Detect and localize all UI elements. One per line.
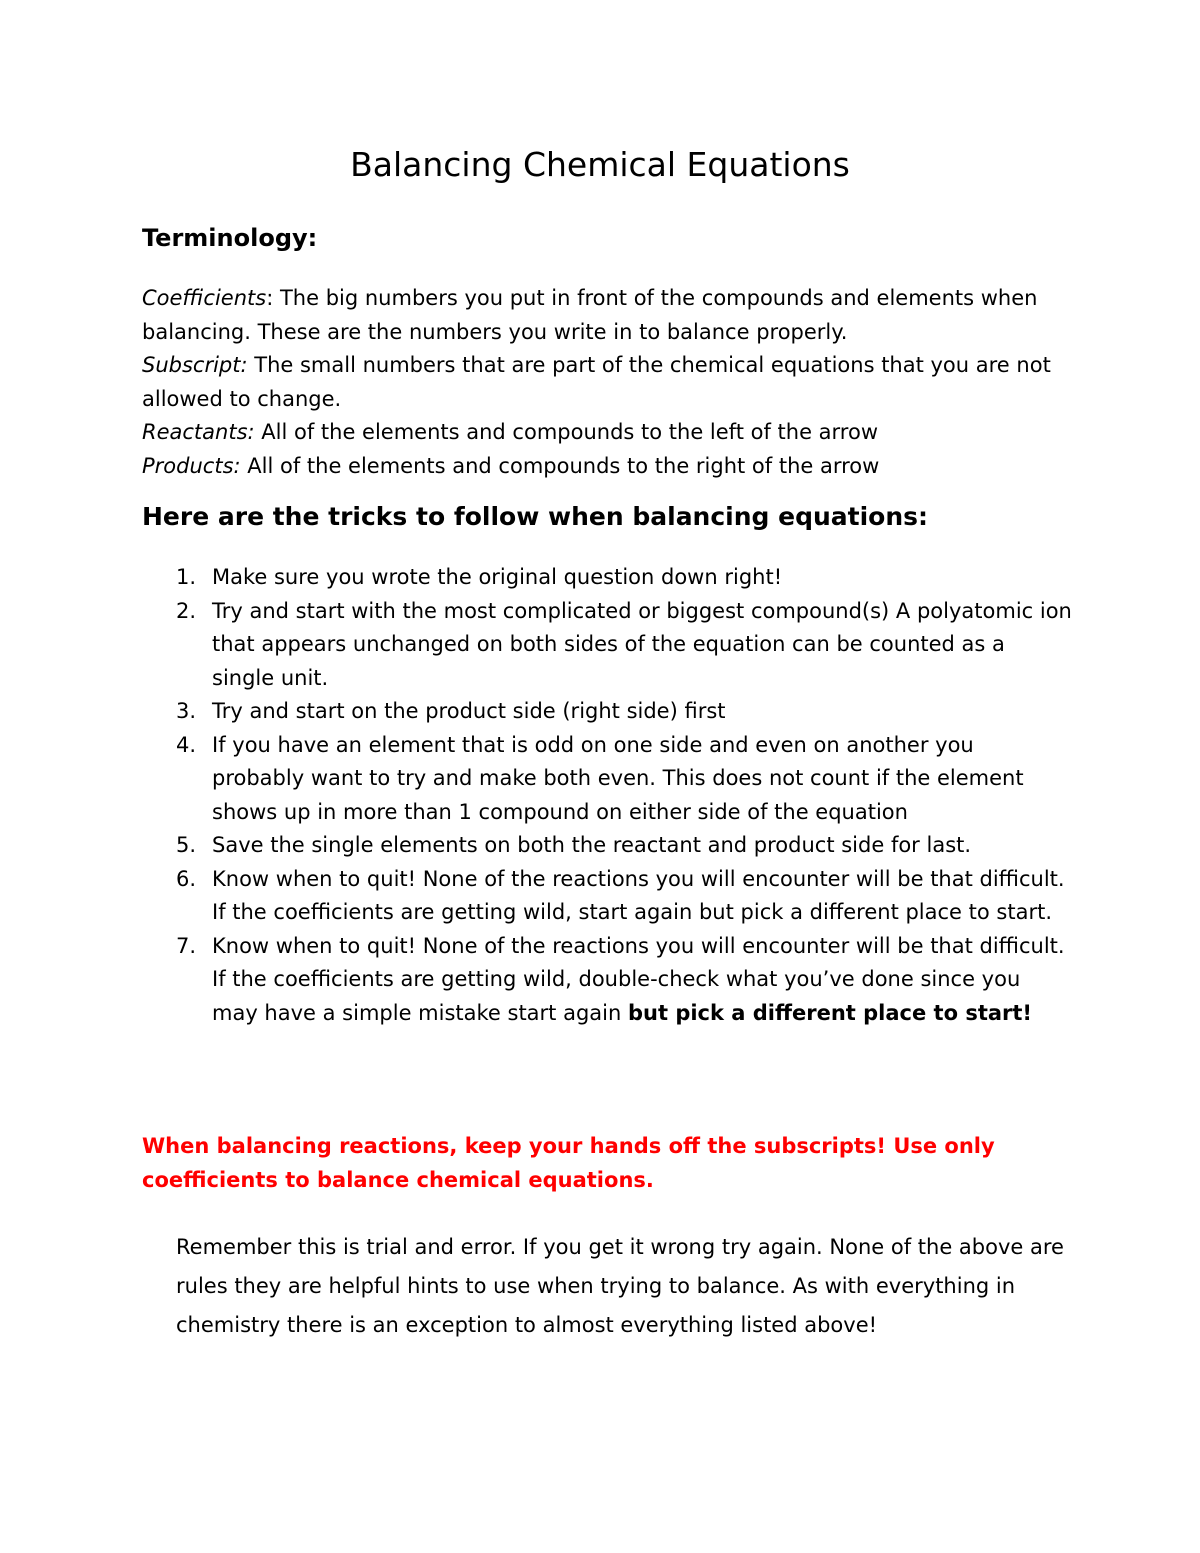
- term-products: [142, 450, 1072, 484]
- tricks-list: [142, 561, 1072, 1030]
- item-number: 6.: [176, 866, 197, 891]
- item-number: 7.: [176, 933, 197, 958]
- item-text: If you have an element that is odd on one side and even on another you probably want to try and make both even. This does not count if the element shows up in more than 1 compound on either side of the equation: [212, 732, 1024, 824]
- term-definition: All of the elements and compounds to the right of the arrow: [240, 453, 880, 478]
- term-label: Subscript:: [142, 353, 248, 377]
- term-definition: The big numbers you put in front of the compounds and elements when balancing. These are the numbers you write in to balance properly.: [142, 286, 1038, 344]
- item-number: 5.: [176, 833, 197, 857]
- terminology-heading: Terminology:: [142, 224, 318, 252]
- list-item: [142, 695, 1072, 729]
- term-subscript: [142, 349, 1072, 416]
- term-label: Products:: [142, 453, 241, 478]
- item-text: Know when to quit! None of the reactions you will encounter will be that difficult. If the coefficients are getting wild, start again but pick a different place to start.: [212, 866, 1065, 924]
- term-definition: All of the elements and compounds to the left of the arrow: [254, 420, 878, 444]
- item-text: Know when to quit! None of the reactions you will encounter will be that difficult. If the coefficients are getting wild, double-check what you’ve done since you may have a simple mistake start again: [212, 933, 1065, 1025]
- item-number: 3.: [176, 699, 197, 723]
- list-item: [142, 930, 1072, 1031]
- term-label: Coefficients: [142, 286, 267, 310]
- term-coefficients: [142, 282, 1072, 349]
- term-reactants: [142, 416, 1072, 450]
- item-text: Try and start with the most complicated or biggest compound(s) A polyatomic ion that appears unchanged on both sides of the equation can be counted as a single unit.: [212, 598, 1072, 690]
- term-label: Reactants:: [142, 420, 255, 444]
- term-definition: The small numbers that are part of the chemical equations that you are not allowed to change.: [142, 353, 1051, 411]
- item-text: Try and start on the product side (right side) first: [212, 699, 726, 723]
- list-item: [142, 829, 1072, 863]
- item-bold-text: but pick a different place to start!: [627, 1000, 1032, 1025]
- tricks-heading: Here are the tricks to follow when balancing equations:: [142, 502, 929, 531]
- item-text: Make sure you wrote the original question down right!: [212, 565, 783, 589]
- item-number: 1.: [176, 565, 197, 589]
- list-item: [142, 863, 1072, 930]
- item-number: 4.: [176, 732, 197, 757]
- item-number: 2.: [176, 598, 197, 623]
- list-item: [142, 561, 1072, 595]
- subscript-warning: When balancing reactions, keep your hands off the subscripts! Use only coefficients to balance chemical equations.: [142, 1134, 995, 1192]
- list-item: [142, 595, 1072, 696]
- page-title: Balancing Chemical Equations: [350, 145, 850, 184]
- item-text: Save the single elements on both the reactant and product side for last.: [212, 833, 972, 857]
- term-separator: :: [266, 286, 274, 310]
- terminology-list: [142, 282, 1072, 483]
- list-item: [142, 729, 1072, 830]
- remember-note: Remember this is trial and error. If you get it wrong try again. None of the above are rules they are helpful hints to use when trying to balance. As with everything in chemistry there is an exception to almost everything listed above!: [176, 1235, 1064, 1337]
